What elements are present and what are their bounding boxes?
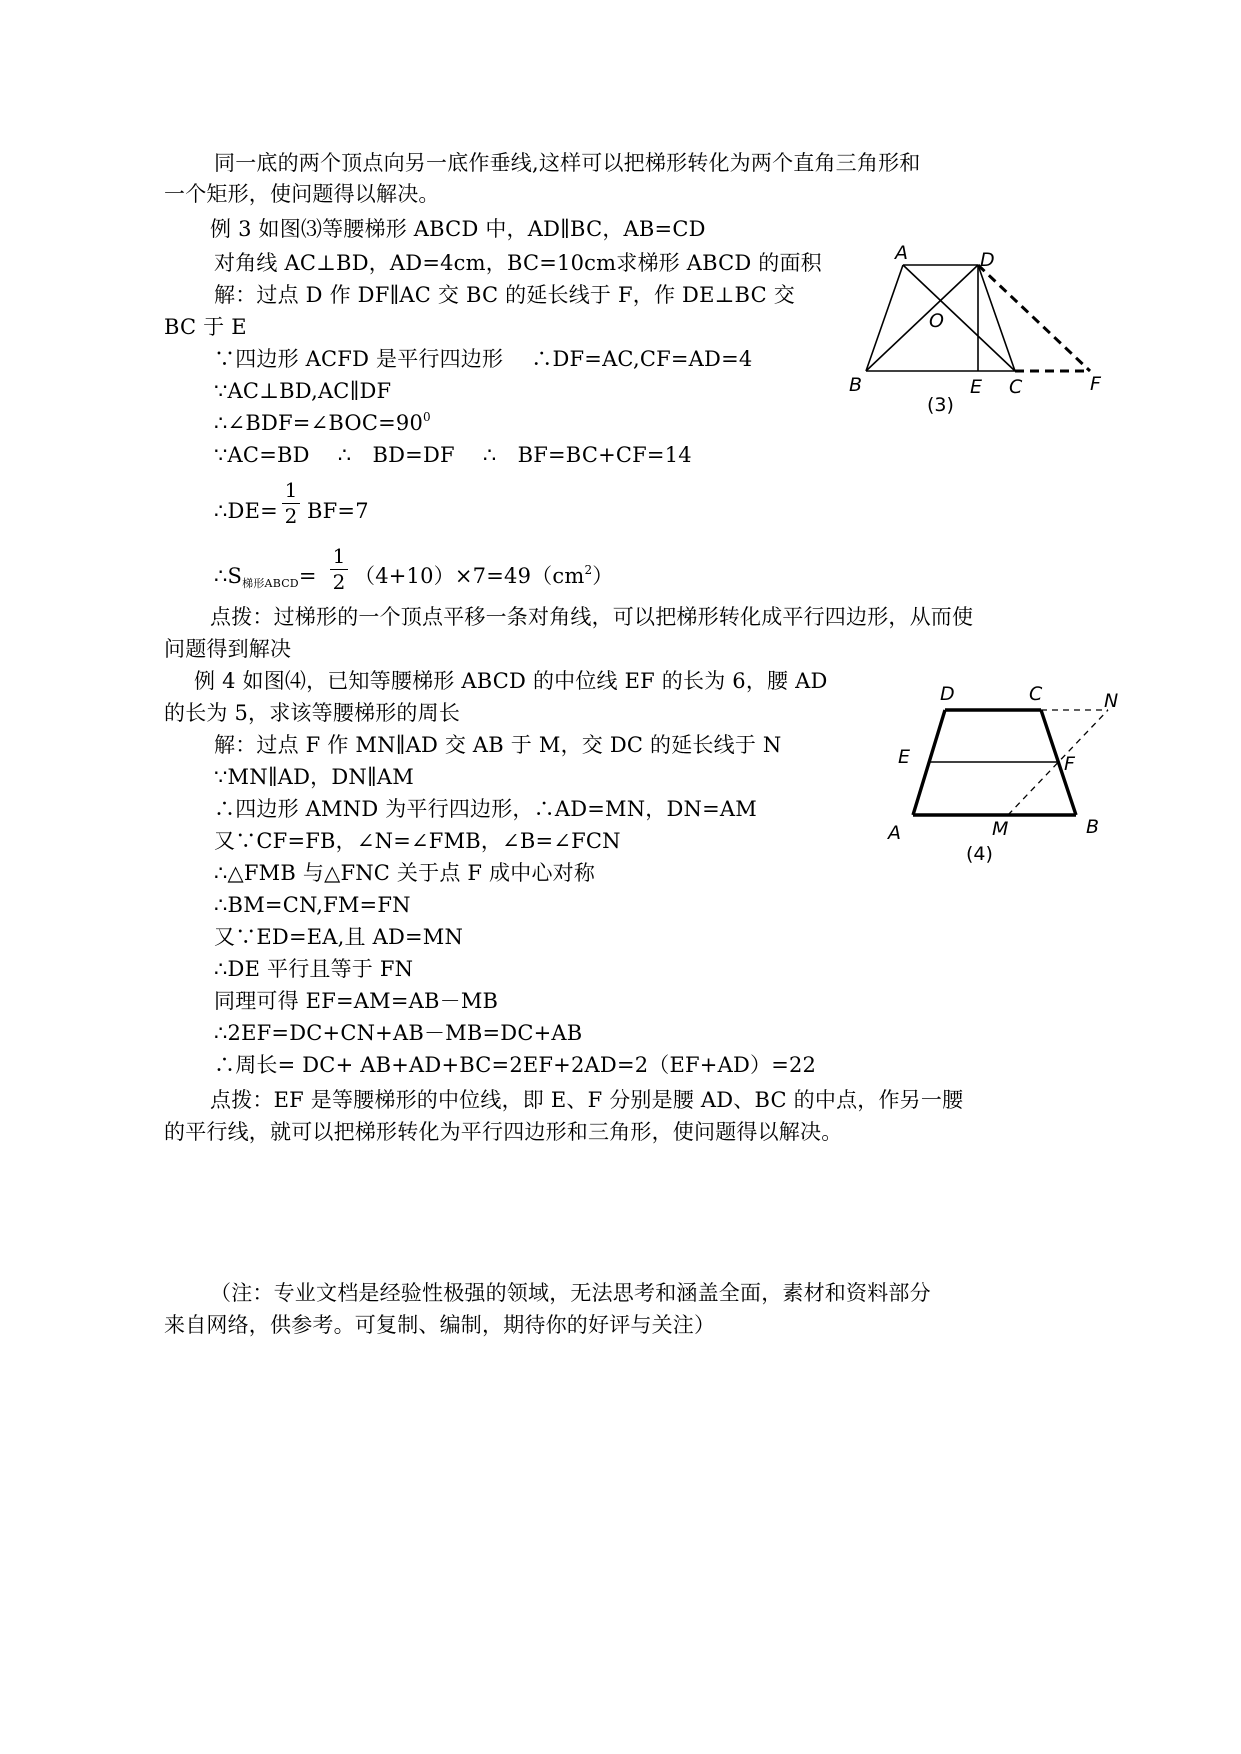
text-line: 又∵ED=EA,且 AD=MN — [214, 925, 464, 949]
text-run: ∴S — [214, 564, 243, 588]
example-4-title: 例 4 如图⑷，已知等腰梯形 ABCD 的中位线 EF 的长为 6，腰 AD — [194, 669, 828, 693]
fig4-label-b: B — [1086, 816, 1100, 838]
text-line: 一个矩形，使问题得以解决。 — [164, 182, 440, 206]
fig3-dashed-df — [978, 265, 1090, 371]
text-line: 同理可得 EF=AM=AB－MB — [214, 989, 499, 1013]
text-line: 解：过点 F 作 MN∥AD 交 AB 于 M，交 DC 的延长线于 N — [214, 733, 782, 757]
fig4-dashed-mn — [1008, 710, 1108, 815]
fig4-label-f: F — [1064, 753, 1075, 775]
fig3-diagonal-ac — [903, 265, 1015, 371]
text-line: ∵四边形 ACFD 是平行四边形 ∴DF=AC,CF=AD=4 — [214, 347, 753, 371]
fig3-label-a: A — [895, 242, 908, 264]
fig4-label-e: E — [898, 746, 911, 768]
text-line: ∴DE 平行且等于 FN — [214, 957, 414, 981]
text-line: 又∵CF=FB，∠N=∠FMB，∠B=∠FCN — [214, 829, 621, 853]
text-line: ∴BM=CN,FM=FN — [214, 893, 411, 917]
fig3-caption: (3) — [927, 394, 954, 416]
fig3-label-b: B — [849, 374, 863, 396]
fig4-label-m: M — [992, 818, 1009, 840]
text-line: ∵MN∥AD，DN∥AM — [214, 765, 414, 789]
text-line: BF=7 — [307, 499, 369, 523]
text-line: ∵AC=BD ∴ BD=DF ∴ BF=BC+CF=14 — [214, 443, 692, 467]
fig4-side-cb — [1041, 710, 1076, 815]
fraction-one-half — [330, 546, 348, 592]
text-line: 同一底的两个顶点向另一底作垂线,这样可以把梯形转化为两个直角三角形和 — [214, 151, 921, 175]
text-run: ∴∠BDF=∠BOC=90 — [214, 411, 424, 435]
text-line: ∴周长= DC+ AB+AD+BC=2EF+2AD=2（EF+AD）=22 — [214, 1053, 817, 1077]
fig3-label-o: O — [929, 310, 944, 332]
fraction-denominator: 2 — [284, 504, 298, 528]
example-3-title: 例 3 如图⑶等腰梯形 ABCD 中，AD∥BC，AB=CD — [210, 217, 706, 241]
text-line: ∴四边形 AMND 为平行四边形，∴AD=MN，DN=AM — [214, 797, 757, 821]
fig4-label-c: C — [1029, 683, 1043, 705]
fig3-label-c: C — [1009, 376, 1023, 398]
text-run: = — [298, 564, 317, 588]
footer-note: （注：专业文档是经验性极强的领域，无法思考和涵盖全面，素材和资料部分 — [210, 1281, 931, 1305]
superscript: 0 — [423, 410, 431, 424]
text-line: 解：过点 D 作 DF∥AC 交 BC 的延长线于 F，作 DE⊥BC 交 — [214, 283, 795, 307]
text-line: 问题得到解决 — [164, 637, 292, 661]
text-line — [214, 410, 431, 439]
fig4-label-a: A — [888, 822, 901, 844]
text-line: 点拨：EF 是等腰梯形的中位线，即 E、F 分别是腰 AD、BC 的中点，作另一腰 — [210, 1088, 964, 1112]
text-run: （4+10）×7=49（cm — [354, 564, 585, 588]
text-line — [214, 563, 317, 593]
fig4-label-d: D — [940, 683, 955, 705]
fig3-side-dc — [978, 265, 1015, 371]
footer-note: 来自网络，供参考。可复制、编制，期待你的好评与关注） — [164, 1313, 716, 1337]
fig4-label-n: N — [1104, 690, 1119, 712]
superscript: 2 — [584, 563, 593, 577]
text-line: ∵AC⊥BD,AC∥DF — [214, 379, 392, 403]
fig3-diagonal-bd — [866, 265, 978, 371]
text-run: ） — [592, 564, 614, 588]
text-line — [354, 563, 613, 592]
fraction-numerator: 1 — [284, 478, 298, 502]
fig3-label-d: D — [980, 249, 995, 271]
fraction-one-half — [282, 480, 300, 526]
text-line: 的平行线，就可以把梯形转化为平行四边形和三角形，使问题得以解决。 — [164, 1120, 843, 1144]
text-line: 对角线 AC⊥BD，AD=4cm，BC=10cm求梯形 ABCD 的面积 — [214, 251, 822, 275]
fig4-side-ad — [913, 710, 945, 815]
fig3-label-f: F — [1090, 373, 1101, 395]
subscript: 梯形ABCD — [242, 577, 299, 590]
text-line: 的长为 5，求该等腰梯形的周长 — [164, 701, 461, 725]
fig3-label-e: E — [970, 376, 983, 398]
fig4-caption: (4) — [966, 843, 993, 865]
text-line: BC 于 E — [164, 315, 247, 339]
fraction-numerator: 1 — [332, 544, 346, 568]
text-line: 点拨：过梯形的一个顶点平移一条对角线，可以把梯形转化成平行四边形，从而使 — [210, 605, 974, 629]
text-line: ∴△FMB 与△FNC 关于点 F 成中心对称 — [214, 861, 596, 885]
fraction-denominator: 2 — [332, 570, 346, 594]
text-line: ∴2EF=DC+CN+AB－MB=DC+AB — [214, 1021, 583, 1045]
text-line: ∴DE= — [214, 499, 278, 523]
fig3-side-ab — [866, 265, 903, 371]
